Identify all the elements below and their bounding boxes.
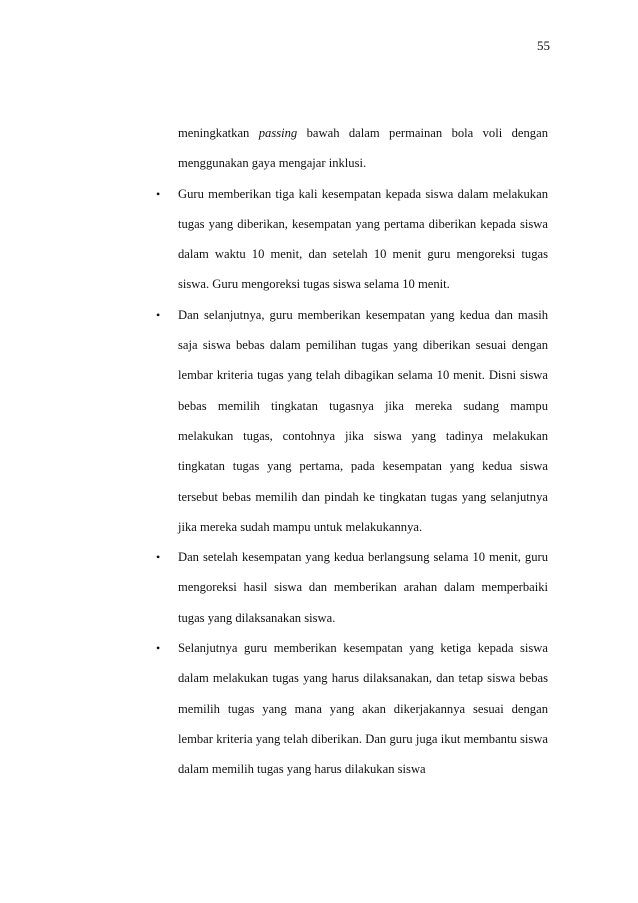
- bullet-text: Selanjutnya guru memberikan kesempatan yang ketiga kepada siswa dalam melakukan tugas yang harus dilaksanakan, dan tetap siswa bebas memilih tugas yang mana yang akan dikerjakannya sesuai dengan lembar kriteria yang telah diberikan. Dan guru juga ikut membantu siswa dalam memilih tugas yang harus dilakukan siswa: [178, 641, 548, 777]
- page-number: 55: [537, 38, 550, 53]
- bullet-item-1: [156, 179, 548, 300]
- page-body: [156, 118, 548, 785]
- bullet-item-3: [156, 542, 548, 633]
- intro-text-start: meningkatkan: [178, 126, 259, 140]
- bullet-icon: •: [156, 641, 161, 656]
- intro-paragraph: [178, 118, 548, 179]
- bullet-icon: •: [156, 307, 161, 322]
- bullet-text: Dan selanjutnya, guru memberikan kesempatan yang kedua dan masih saja siswa bebas dalam pemilihan tugas yang diberikan sesuai dengan lembar kriteria tugas yang telah dibagikan selama 10 menit. Disni siswa bebas memilih tingkatan tugasnya jika mereka sudang mampu melakukan tugas, contohnya jika siswa yang tadinya melakukan tingkatan tugas yang pertama, pada kesempatan yang kedua siswa tersebut bebas memilih dan pindah ke tingkatan tugas yang selanjutnya jika mereka sudah mampu untuk melakukannya.: [178, 307, 548, 534]
- bullet-icon: •: [156, 550, 161, 565]
- bullet-item-4: [156, 633, 548, 784]
- bullet-text: Dan setelah kesempatan yang kedua berlangsung selama 10 menit, guru mengoreksi hasil siswa dan memberikan arahan dalam memperbaiki tugas yang dilaksanakan siswa.: [178, 550, 548, 625]
- bullet-item-2: [156, 300, 548, 542]
- intro-text-end: bawah dalam permainan bola voli dengan menggunakan gaya mengajar inklusi.: [178, 126, 548, 171]
- bullet-text: Guru memberikan tiga kali kesempatan kepada siswa dalam melakukan tugas yang diberikan, kesempatan yang pertama diberikan kepada siswa dalam waktu 10 menit, dan setelah 10 menit guru mengoreksi tugas siswa. Guru mengoreksi tugas siswa selama 10 menit.: [178, 186, 548, 292]
- bullet-icon: •: [156, 186, 161, 201]
- intro-italic-term: passing: [258, 126, 298, 140]
